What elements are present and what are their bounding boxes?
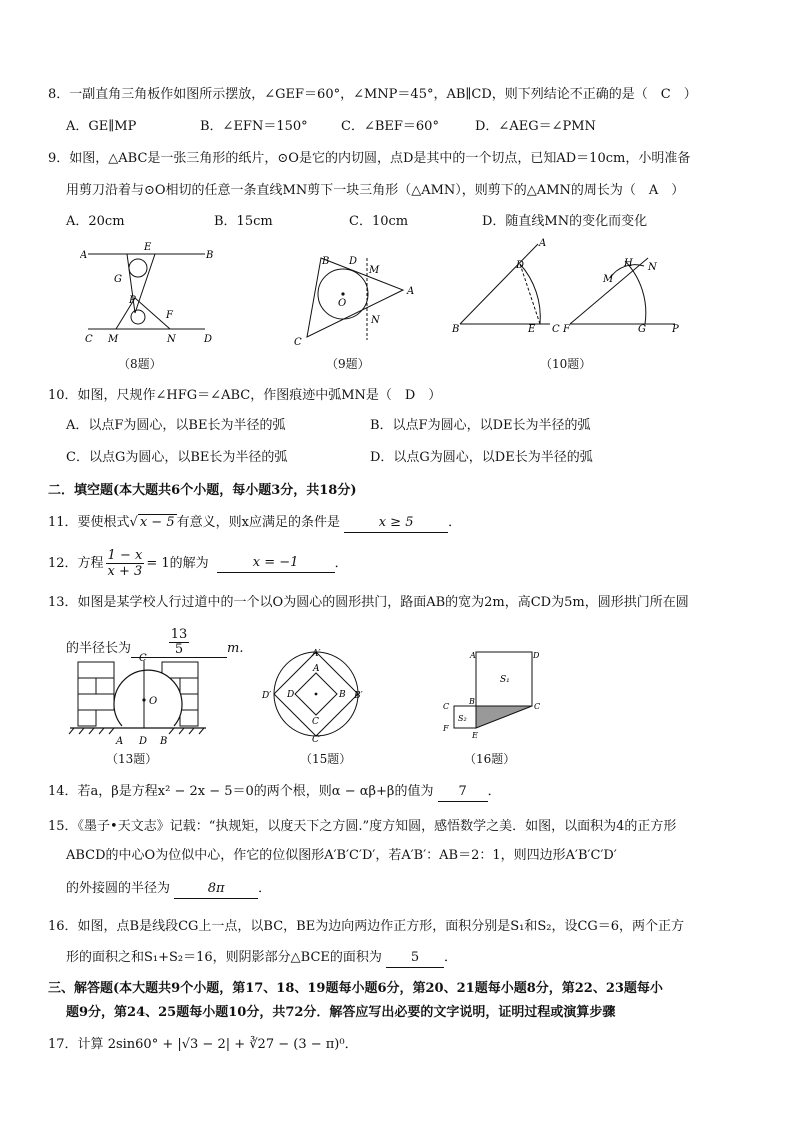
q15-line3 — [66, 880, 271, 899]
fig8-label-n: N — [167, 334, 176, 345]
q10-stem: 10．如图，尺规作∠HFG＝∠ABC，作图痕迹中弧MN是（ D ） — [48, 388, 442, 403]
fig8-label-d: D — [204, 334, 213, 345]
fig13-label-c: C — [139, 653, 147, 664]
q14-suffix: ． — [487, 784, 501, 799]
fig10-ray-fh — [570, 258, 648, 324]
q16-suffix: ． — [444, 950, 458, 965]
fig15-label-d: D — [287, 690, 295, 700]
section-3-heading-line1: 三、解答题(本大题共9个小题，第17、18、19题每小题6分，第20、21题每小题8分，第22、23题每小 — [48, 981, 663, 996]
fig9-label-c: C — [294, 337, 302, 348]
fig8-label-g: G — [114, 274, 122, 285]
q11-radicand: x − 5 — [139, 515, 175, 530]
fig10-arc-hg — [625, 261, 646, 324]
fig16-label-c: C — [443, 702, 450, 711]
q14-stem: 14．若a，β是方程x² − 2x − 5＝0的两个根，则α − αβ+β的值为 — [48, 784, 434, 799]
fig10-label-c: C — [552, 324, 560, 335]
q8-option-d: D．∠AEG＝∠PMN — [475, 119, 596, 134]
q17-suffix: ． — [344, 1037, 358, 1052]
section-3-heading-line2: 题9分，第24、25题每小题10分，共72分．解答应写出必要的文字说明，证明过程或演算步骤 — [66, 1005, 616, 1020]
fig8-circle-top — [129, 259, 147, 277]
q15-suffix: ． — [258, 881, 272, 896]
q12-denominator: x + 3 — [107, 564, 143, 579]
q8-option-a: A．GE∥MP — [66, 119, 137, 134]
fig15-label-a1: A′ — [312, 649, 321, 659]
q10-option-c: C．以点G为圆心，以BE长为半径的弧 — [66, 450, 288, 465]
figure-16 — [438, 648, 548, 744]
q14-line — [48, 783, 501, 802]
fig8-label-c: C — [85, 334, 93, 345]
q14-answer: 7 — [438, 783, 488, 802]
caption-fig16: （16题） — [464, 752, 516, 766]
q8-option-b: B．∠EFN＝150° — [200, 119, 308, 134]
q8-stem: 8．一副直角三角板作如图所示摆放，∠GEF＝60°，∠MNP＝45°，AB∥CD，则下列结论不正确的是（ C ） — [48, 87, 697, 102]
fig9-label-a: A — [407, 286, 415, 297]
fig13-label-a: A — [116, 736, 124, 747]
q10-option-d: D．以点G为圆心，以DE长为半径的弧 — [370, 450, 593, 465]
q10-option-a: A．以点F为圆心，以BE长为半径的弧 — [66, 418, 286, 433]
caption-fig8: （8题） — [118, 357, 162, 371]
fig16-label-s1: S₁ — [500, 675, 510, 685]
figure-15 — [260, 648, 380, 744]
q11-radical: √ x − 5 — [129, 515, 175, 530]
fig13-ground-hatch — [69, 728, 204, 734]
fig15-label-b1: B′ — [354, 691, 363, 701]
fig16-label-a: A — [470, 651, 476, 660]
fig10-label-d: D — [516, 260, 525, 271]
q9-option-b: B．15cm — [214, 214, 273, 229]
q17-expression: 2sin60° + |√3 − 2| + ∛27 − (3 − π)⁰ — [107, 1037, 345, 1052]
q15-line2: ABCD的中心O为位似中心，作它的位似图形A′B′C′D′，若A′B′：AB＝2：1，则四边形A′B′C′D′ — [66, 848, 617, 863]
fig10-label-m: M — [603, 274, 614, 285]
fig10-label-a: A — [539, 238, 547, 249]
fig16-label-s2: S₂ — [458, 714, 467, 723]
q12-numerator: 1 − x — [107, 548, 143, 563]
q15-answer: 8π — [174, 880, 258, 899]
fig13-label-b: B — [160, 736, 168, 747]
q9-option-c: C．10cm — [349, 214, 409, 229]
q15-line3-prefix: 的外接圆的半径为 — [66, 881, 171, 896]
q9-option-a: A．20cm — [66, 214, 125, 229]
q13-line2-prefix: 的半径长为 — [66, 641, 132, 656]
q15-line1: 15．《墨子•天文志》记载：“执规矩，以度天下之方圆.”度方知圆，感悟数学之美．如图，以面积为4的正方形 — [48, 819, 677, 834]
fig9-label-b: B — [322, 256, 330, 267]
q17-line — [48, 1036, 358, 1054]
caption-fig9: （9题） — [326, 357, 370, 371]
fig9-center-dot — [341, 292, 344, 295]
fig10-label-g: G — [638, 324, 646, 335]
q11-suffix: ． — [448, 515, 462, 530]
fig16-label-d: D — [533, 651, 540, 660]
fig10-label-b: B — [452, 324, 460, 335]
fig9-label-o: O — [338, 298, 347, 309]
fig16-label-e: E — [472, 731, 478, 740]
figure-8 — [80, 238, 220, 348]
fig9-label-n: N — [371, 315, 380, 326]
fig13-label-d: D — [139, 736, 148, 747]
fig16-label-b: B — [469, 697, 475, 706]
caption-fig13: （13题） — [106, 752, 158, 766]
q10-option-b: B．以点F为圆心，以DE长为半径的弧 — [370, 418, 591, 433]
q9-stem-line2: 用剪刀沿着与⊙O相切的任意一条直线MN剪下一块三角形（△AMN），则剪下的△AMN的周长为（ A ） — [66, 183, 685, 198]
fig8-label-p: P — [129, 295, 136, 306]
fig10-label-f: F — [563, 324, 570, 335]
q16-line2 — [66, 949, 457, 968]
fig15-label-a: A — [313, 664, 320, 674]
fig9-triangle-abc — [307, 258, 403, 337]
fig8-label-b: B — [206, 250, 214, 261]
q9-option-d: D．随直线MN的变化而变化 — [482, 214, 648, 229]
fig10-label-p: P — [672, 324, 679, 335]
fig10-label-e: E — [528, 324, 536, 335]
q13-answer-den: 5 — [174, 642, 184, 657]
caption-fig10: （10题） — [540, 357, 592, 371]
fig13-label-o: O — [149, 696, 158, 707]
q13-line2-suffix: m. — [227, 641, 244, 656]
figure-9 — [285, 240, 425, 350]
fig9-label-d: D — [349, 256, 358, 267]
fig13-center-dot — [142, 698, 145, 701]
fig16-label-f: F — [443, 724, 449, 733]
q12-answer: x = −1 — [217, 554, 335, 573]
fig8-triangle-bottom — [116, 298, 170, 329]
figure-10 — [450, 236, 690, 336]
q13-stem: 13．如图是某学校人行过道中的一个以O为圆心的圆形拱门，路面AB的宽为2m，高CD为5m，圆形拱门所在圆 — [48, 595, 689, 610]
fig8-circle-bottom — [131, 310, 145, 324]
fig8-label-f: F — [166, 310, 173, 321]
q8-option-c: C．∠BEF＝60° — [341, 119, 439, 134]
q16-answer: 5 — [386, 949, 444, 968]
q12-line — [48, 548, 348, 579]
q12-fraction — [106, 548, 145, 579]
fig9-label-m: M — [369, 265, 380, 276]
caption-fig15: （15题） — [300, 752, 352, 766]
q12-suffix: ． — [334, 555, 348, 571]
fig10-label-n: N — [648, 262, 657, 273]
fig15-label-b: B — [339, 690, 346, 700]
fig15-center-dot — [315, 693, 318, 696]
fig16-shaded-triangle — [476, 706, 532, 728]
fig15-label-d1: D′ — [262, 691, 272, 701]
q16-line2-prefix: 形的面积之和S₁+S₂＝16，则阴影部分△BCE的面积为 — [66, 950, 382, 965]
q11-line — [48, 514, 461, 533]
q12-equals: = 1的解为 — [146, 555, 209, 571]
q11-middle: 有意义，则x应满足的条件是 — [176, 515, 340, 530]
fig8-label-m: M — [108, 334, 119, 345]
q17-prefix: 17．计算 — [48, 1037, 104, 1052]
fig16-label-c2: C — [534, 702, 541, 711]
figure-13 — [64, 652, 214, 748]
q11-prefix: 11．要使根式 — [48, 515, 130, 530]
fig10-label-h: H — [624, 258, 633, 269]
q9-stem-line1: 9．如图，△ABC是一张三角形的纸片，⊙O是它的内切圆，点D是其中的一个切点，已知AD＝10cm，小明准备 — [48, 151, 691, 166]
fig15-label-c: C — [312, 717, 319, 727]
q16-line1: 16．如图，点B是线段CG上一点，以BC，BE为边向两边作正方形，面积分别是S₁和S₂，设CG＝6，两个正方 — [48, 919, 685, 934]
q11-answer: x ≥ 5 — [344, 514, 448, 533]
q13-answer-num: 13 — [170, 627, 188, 642]
section-2-heading: 二．填空题(本大题共6个小题，每小题3分，共18分) — [48, 483, 357, 498]
fig15-label-c1: C′ — [312, 735, 321, 744]
fig8-label-a: A — [80, 250, 88, 261]
fig8-label-e: E — [144, 242, 152, 253]
q12-prefix: 12．方程 — [48, 555, 104, 571]
